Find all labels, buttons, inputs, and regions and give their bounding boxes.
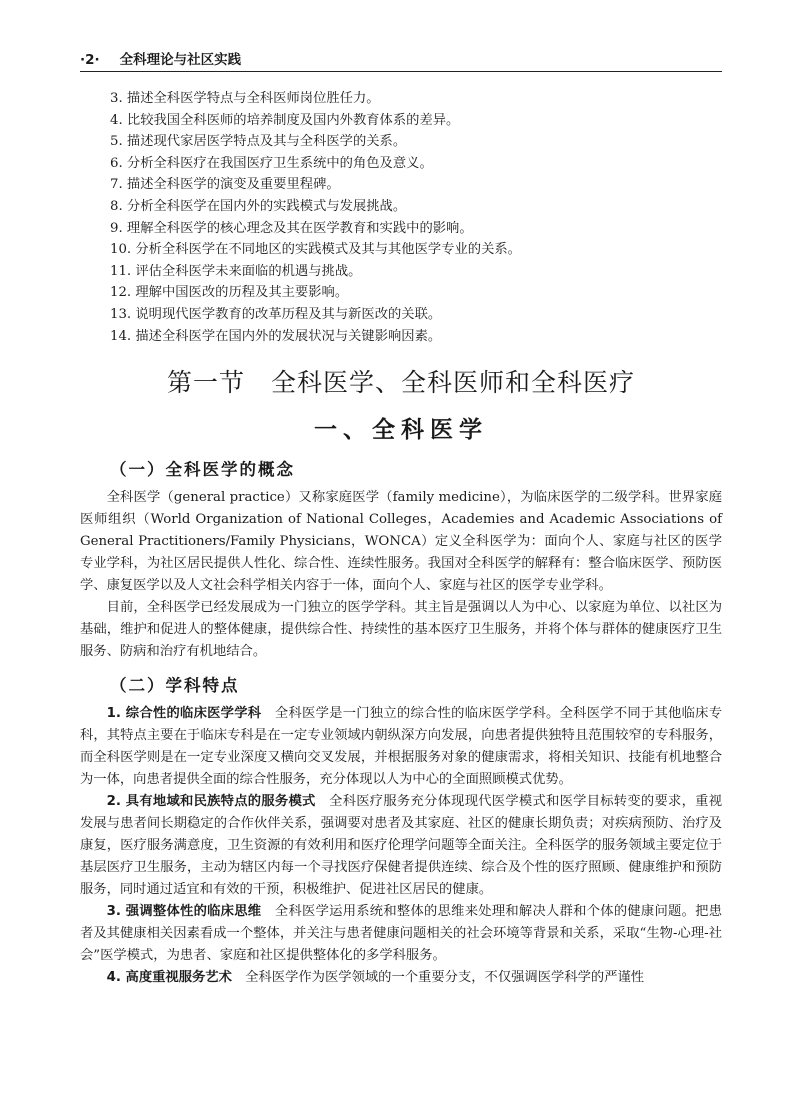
objective-item: 8. 分析全科医学在国内外的实践模式与发展挑战。 xyxy=(110,198,407,214)
feature-paragraph xyxy=(80,967,722,989)
running-header xyxy=(80,40,722,72)
concept-heading: （一）全科医学的概念 xyxy=(110,460,295,480)
feature-text: 全科医学运用系统和整体的思维来处理和解决人群和个体的健康问题。把患者及其健康相关因素看成一个整体，并关注与患者健康问题相关的社会环境等背景和关系，采取“生物-心理-社会”医学模式，为患者、家庭和社区提供整体化的多学科服务。 xyxy=(80,904,723,964)
objective-item: 11. 评估全科医学未来面临的机遇与挑战。 xyxy=(110,263,362,279)
document-page xyxy=(80,40,722,989)
objective-item: 13. 说明现代医学教育的改革历程及其与新医改的关联。 xyxy=(110,306,442,322)
learning-objectives-list xyxy=(110,88,722,347)
objective-item: 6. 分析全科医疗在我国医疗卫生系统中的角色及意义。 xyxy=(110,155,433,171)
concept-paragraph: 全科医学（general practice）又称家庭医学（family medicine），为临床医学的二级学科。世界家庭医师组织（World Organization of National Colleges，Academies and Academic Associations of General Practitioners/Family Physicians，WONCA）定义全科医学为：面向个人、家庭与社区的医学专业学科，为社区居民提供人性化、综合性、连续性服务。我国对全科医学的解释有：整合临床医学、预防医学、康复医学以及人文社会科学相关内容于一体，面向个人、家庭与社区的医学专业学科。 xyxy=(80,490,722,594)
section-title: 第一节 全科医学、全科医师和全科医疗 xyxy=(166,368,635,398)
sub-section-title: 一、全科医学 xyxy=(314,417,488,444)
objective-item: 7. 描述全科医学的演变及重要里程碑。 xyxy=(110,177,340,193)
feature-text: 全科医学作为医学领域的一个重要分支，不仅强调医学科学的严谨性 xyxy=(245,970,645,986)
feature-lead: 1. 综合性的临床医学学科 xyxy=(106,706,262,722)
feature-text: 全科医疗服务充分体现现代医学模式和医学目标转变的要求，重视发展与患者间长期稳定的合作伙伴关系，强调要对患者及其家庭、社区的健康长期负责；对疾病预防、治疗及康复，医疗服务满意度，卫生资源的有效利用和医疗伦理学问题等全面关注。全科医学的服务领域主要定位于基层医疗卫生服务，主动为辖区内每一个寻找医疗保健者提供连续、综合及个性的医疗照顾、健康维护和预防服务，同时通过适宜和有效的干预，积极维护、促进社区居民的健康。 xyxy=(80,794,723,898)
objective-item: 3. 描述全科医学特点与全科医师岗位胜任力。 xyxy=(110,91,380,106)
feature-text: 全科医学是一门独立的综合性的临床医学学科。全科医学不同于其他临床专科，其特点主要在于临床专科是在一定专业领域内朝纵深方向发展，向患者提供独特且范围较窄的专科服务，而全科医学则是在一定专业深度又横向交叉发展，并根据服务对象的健康需求，将相关知识、技能有机地整合为一体，向患者提供全面的综合性服务，充分体现以人为中心的全面照顾模式优势。 xyxy=(80,706,723,788)
feature-paragraph xyxy=(80,703,722,791)
feature-lead: 3. 强调整体性的临床思维 xyxy=(106,904,262,920)
feature-lead: 2. 具有地域和民族特点的服务模式 xyxy=(106,794,316,810)
page-number: ·2· xyxy=(80,52,100,68)
objective-item: 5. 描述现代家居医学特点及其与全科医学的关系。 xyxy=(110,134,407,150)
objective-item: 10. 分析全科医学在不同地区的实践模式及其与其他医学专业的关系。 xyxy=(110,242,521,258)
objective-item: 4. 比较我国全科医师的培养制度及国内外教育体系的差异。 xyxy=(110,112,460,128)
objective-item: 12. 理解中国医改的历程及其主要影响。 xyxy=(110,285,349,301)
feature-paragraph xyxy=(80,901,722,967)
feature-lead: 4. 高度重视服务艺术 xyxy=(106,970,232,986)
objective-item: 9. 理解全科医学的核心理念及其在医学教育和实践中的影响。 xyxy=(110,220,473,236)
features-heading: （二）学科特点 xyxy=(110,676,240,696)
book-title: 全科理论与社区实践 xyxy=(119,52,242,68)
feature-paragraph xyxy=(80,791,722,901)
concept-paragraph: 目前，全科医学已经发展成为一门独立的医学学科。其主旨是强调以人为中心、以家庭为单位、以社区为基础，维护和促进人的整体健康，提供综合性、持续性的基本医疗卫生服务，并将个体与群体的健康医疗卫生服务、防病和治疗有机地结合。 xyxy=(80,600,722,660)
objective-item: 14. 描述全科医学在国内外的发展状况与关键影响因素。 xyxy=(110,328,442,344)
